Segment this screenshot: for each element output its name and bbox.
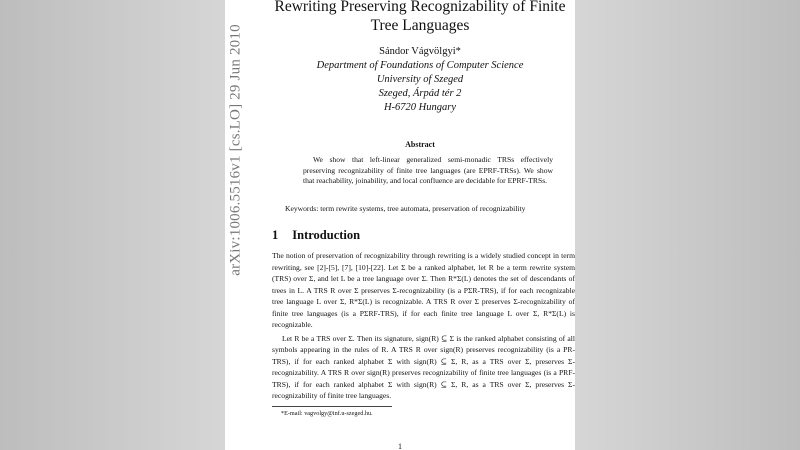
page-number: 1: [398, 442, 402, 450]
body-text: [272, 250, 575, 402]
affiliation-line: University of Szeged: [376, 74, 464, 85]
affiliation-line: Szeged, Árpád tér 2: [378, 88, 462, 99]
paper-title: [265, 0, 575, 35]
keywords: Keywords: term rewrite systems, tree automata, preservation of recognizability: [285, 204, 526, 213]
paragraph: The notion of preservation of recognizability through rewriting is a widely studied concept in term rewriting, see [2]-[5], [7], [10]-[22]. Let Σ be a ranked alphabet, let R be a term rewrite system (TRS) over Σ, and let L be a tree language over Σ. Then R*Σ(L) denotes the set of descendants of trees in L. A TRS R over Σ preserves Σ-recognizability (is a PΣR-TRS), if for each recognizable tree language L over Σ, R*Σ(L) is recognizable. A TRS R over Σ preserves Σ-recognizability of finite tree languages (is a PΣRF-TRS), if for each finite tree language L over Σ, R*Σ(L) is recognizable.: [272, 251, 575, 329]
arxiv-id-text: arXiv:1006.5516v1 [cs.LO] 29 Jun 2010: [227, 24, 244, 276]
left-background: [0, 0, 225, 450]
author-block: [265, 45, 575, 115]
right-background: [575, 0, 800, 450]
affiliation-line: H-6720 Hungary: [383, 102, 457, 113]
title-line-1: Rewriting Preserving Recognizability of Finite: [274, 0, 566, 15]
arxiv-stamp: [225, 0, 247, 450]
affiliation-line: Department of Foundations of Computer Science: [316, 60, 524, 71]
abstract-heading: Abstract: [405, 140, 435, 149]
paper-page: [225, 0, 575, 450]
title-line-2: Tree Languages: [370, 17, 470, 34]
footnote: *E-mail: vagvolgy@inf.u-szeged.hu.: [281, 410, 373, 417]
footnote-rule: [272, 406, 392, 407]
author-name: Sándor Vágvölgyi*: [379, 46, 461, 57]
paragraph: Let R be a TRS over Σ. Then its signature, sign(R) ⊆ Σ is the ranked alphabet consisting of all symbols appearing in the rules of R. A TRS R over sign(R) preserves recognizability (is a PR-TRS), if for each ranked alphabet Σ with sign(R) ⊆ Σ, R, as a TRS over Σ, preserves Σ-recognizability. A TRS R over sign(R) preserves recognizability of finite tree languages (is a PRF-TRS), if for each ranked alphabet Σ with sign(R) ⊆ Σ, R, as a TRS over Σ, preserves Σ-recognizability of finite tree languages.: [272, 333, 575, 400]
section-heading: [272, 228, 360, 243]
section-number: 1: [272, 228, 279, 242]
section-title: Introduction: [292, 228, 361, 242]
abstract-text: We show that left-linear generalized semi-monadic TRSs effectively preserving recognizability of finite tree languages (are EPRF-TRSs). We show that reachability, joinability, and local confluence are decidable for EPRF-TRSs.: [303, 155, 553, 185]
